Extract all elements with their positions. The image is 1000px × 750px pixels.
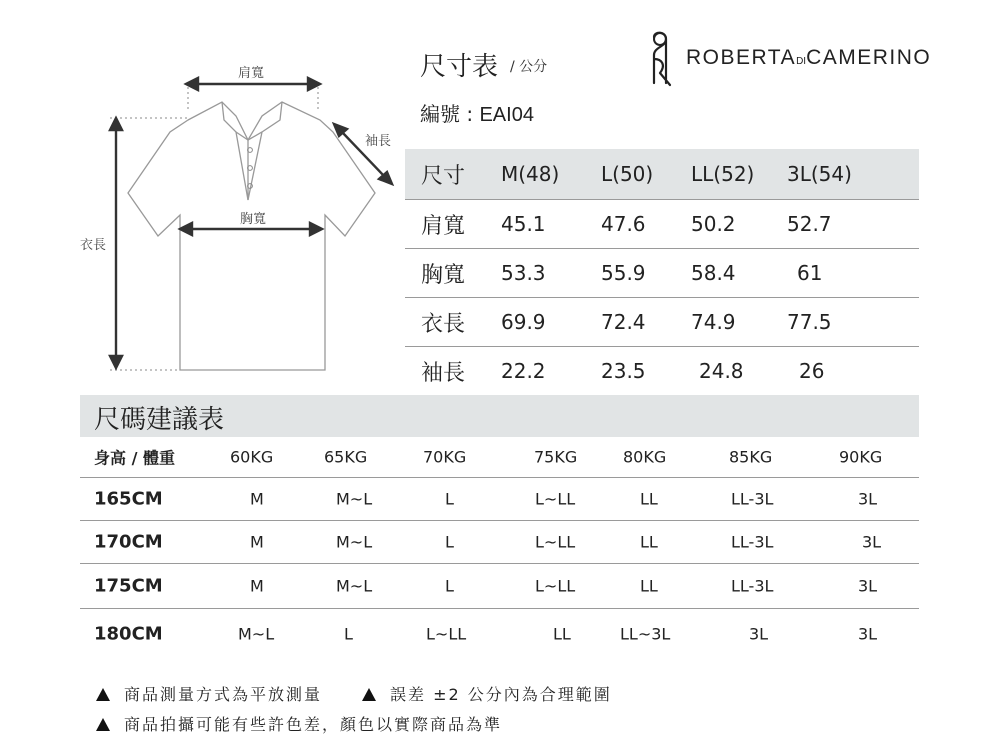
header-cell: M(48) (501, 162, 560, 186)
note-measure (96, 682, 322, 705)
triangle-icon (96, 688, 110, 701)
cell: 53.3 (501, 261, 546, 285)
triangle-icon (96, 718, 110, 731)
brand-name-a: ROBERTA (686, 46, 797, 69)
cell: LL-3L (731, 576, 774, 596)
cell: 52.7 (787, 212, 832, 236)
height-cell: 175CM (94, 575, 163, 597)
cell: LL (640, 576, 658, 596)
cell: LL (553, 624, 571, 644)
cell: 26 (799, 359, 825, 383)
brand-logo (640, 28, 931, 88)
table-row (80, 521, 919, 564)
cell: 3L (862, 532, 882, 552)
cell: L~LL (426, 624, 467, 644)
table-row (80, 609, 919, 659)
cell: 3L (858, 489, 878, 509)
height-cell: 180CM (94, 623, 163, 645)
unit-label: / 公分 (510, 59, 548, 75)
cell: 69.9 (501, 310, 546, 334)
height-cell: 165CM (94, 488, 163, 510)
length-label: 衣長 (80, 238, 107, 253)
product-code-value: EAI04 (479, 104, 534, 126)
chest-label: 胸寬 (240, 212, 267, 227)
cell: 74.9 (691, 310, 736, 334)
cell: 61 (797, 261, 823, 285)
table-row (405, 199, 919, 249)
cell: 23.5 (601, 359, 646, 383)
cell: 72.4 (601, 310, 646, 334)
header-cell: 70KG (423, 447, 467, 467)
measurement-table-header (405, 149, 919, 199)
header-cell: 60KG (230, 447, 274, 467)
header-cell: 3L(54) (787, 162, 852, 186)
brand-name-di: DI (796, 56, 807, 67)
header-cell: 85KG (729, 447, 773, 467)
note-text: 商品測量方式為平放測量 (124, 685, 323, 704)
cell: M~L (336, 532, 373, 552)
cell: M (250, 576, 264, 596)
cell: 58.4 (691, 261, 736, 285)
cell: 47.6 (601, 212, 646, 236)
header-cell: 尺寸 (421, 163, 466, 189)
cell: M~L (238, 624, 275, 644)
table-row (405, 298, 919, 347)
row-label: 袖長 (421, 360, 466, 386)
table-row (405, 249, 919, 298)
cell: 3L (749, 624, 769, 644)
cell: 50.2 (691, 212, 736, 236)
cell: M~L (336, 489, 373, 509)
cell: L (344, 624, 353, 644)
header-cell: 75KG (534, 447, 578, 467)
recommend-header-row (80, 437, 919, 478)
cell: LL (640, 489, 658, 509)
cell: 77.5 (787, 310, 832, 334)
table-row (405, 347, 919, 395)
cell: M (250, 532, 264, 552)
cell: LL-3L (731, 532, 774, 552)
product-code-label: 編號 : (420, 102, 474, 126)
triangle-icon (362, 688, 376, 701)
cell: 24.8 (699, 359, 744, 383)
chart-title: 尺寸表 (420, 52, 499, 82)
header-cell: 65KG (324, 447, 368, 467)
cell: 22.2 (501, 359, 546, 383)
note-text: 誤差 ±2 公分內為合理範圍 (390, 685, 612, 704)
cell: 3L (858, 576, 878, 596)
header-cell: 90KG (839, 447, 883, 467)
table-row (80, 564, 919, 609)
header-cell: 身高 / 體重 (94, 448, 175, 468)
height-cell: 170CM (94, 531, 163, 553)
cell: 3L (858, 624, 878, 644)
brand-name (686, 46, 931, 70)
product-code (420, 98, 534, 127)
cell: LL-3L (731, 489, 774, 509)
cell: 45.1 (501, 212, 546, 236)
header-cell: LL(52) (691, 162, 755, 186)
cell: 55.9 (601, 261, 646, 285)
measurement-table (405, 149, 919, 395)
header-cell: L(50) (601, 162, 654, 186)
cell: L~LL (535, 576, 576, 596)
cell: LL~3L (620, 624, 671, 644)
note-text: 商品拍攝可能有些許色差，顏色以實際商品為準 (124, 715, 503, 734)
header-cell: 80KG (623, 447, 667, 467)
cell: L~LL (535, 532, 576, 552)
note-tolerance (362, 682, 612, 705)
row-label: 衣長 (421, 311, 466, 337)
shirt-diagram (0, 0, 420, 395)
row-label: 肩寬 (421, 213, 466, 239)
cell: L (445, 576, 454, 596)
brand-name-b: CAMERINO (806, 46, 932, 69)
recommend-title: 尺碼建議表 (94, 405, 225, 435)
table-row (80, 478, 919, 521)
recommend-title-band (80, 395, 919, 437)
roberta-logo-icon (640, 29, 680, 87)
cell: M~L (336, 576, 373, 596)
cell: L (445, 532, 454, 552)
cell: LL (640, 532, 658, 552)
cell: M (250, 489, 264, 509)
cell: L~LL (535, 489, 576, 509)
row-label: 胸寬 (421, 262, 466, 288)
cell: L (445, 489, 454, 509)
shoulder-label: 肩寬 (238, 66, 265, 81)
sleeve-label: 袖長 (365, 134, 392, 149)
note-color (96, 712, 502, 735)
recommend-table (80, 437, 919, 659)
